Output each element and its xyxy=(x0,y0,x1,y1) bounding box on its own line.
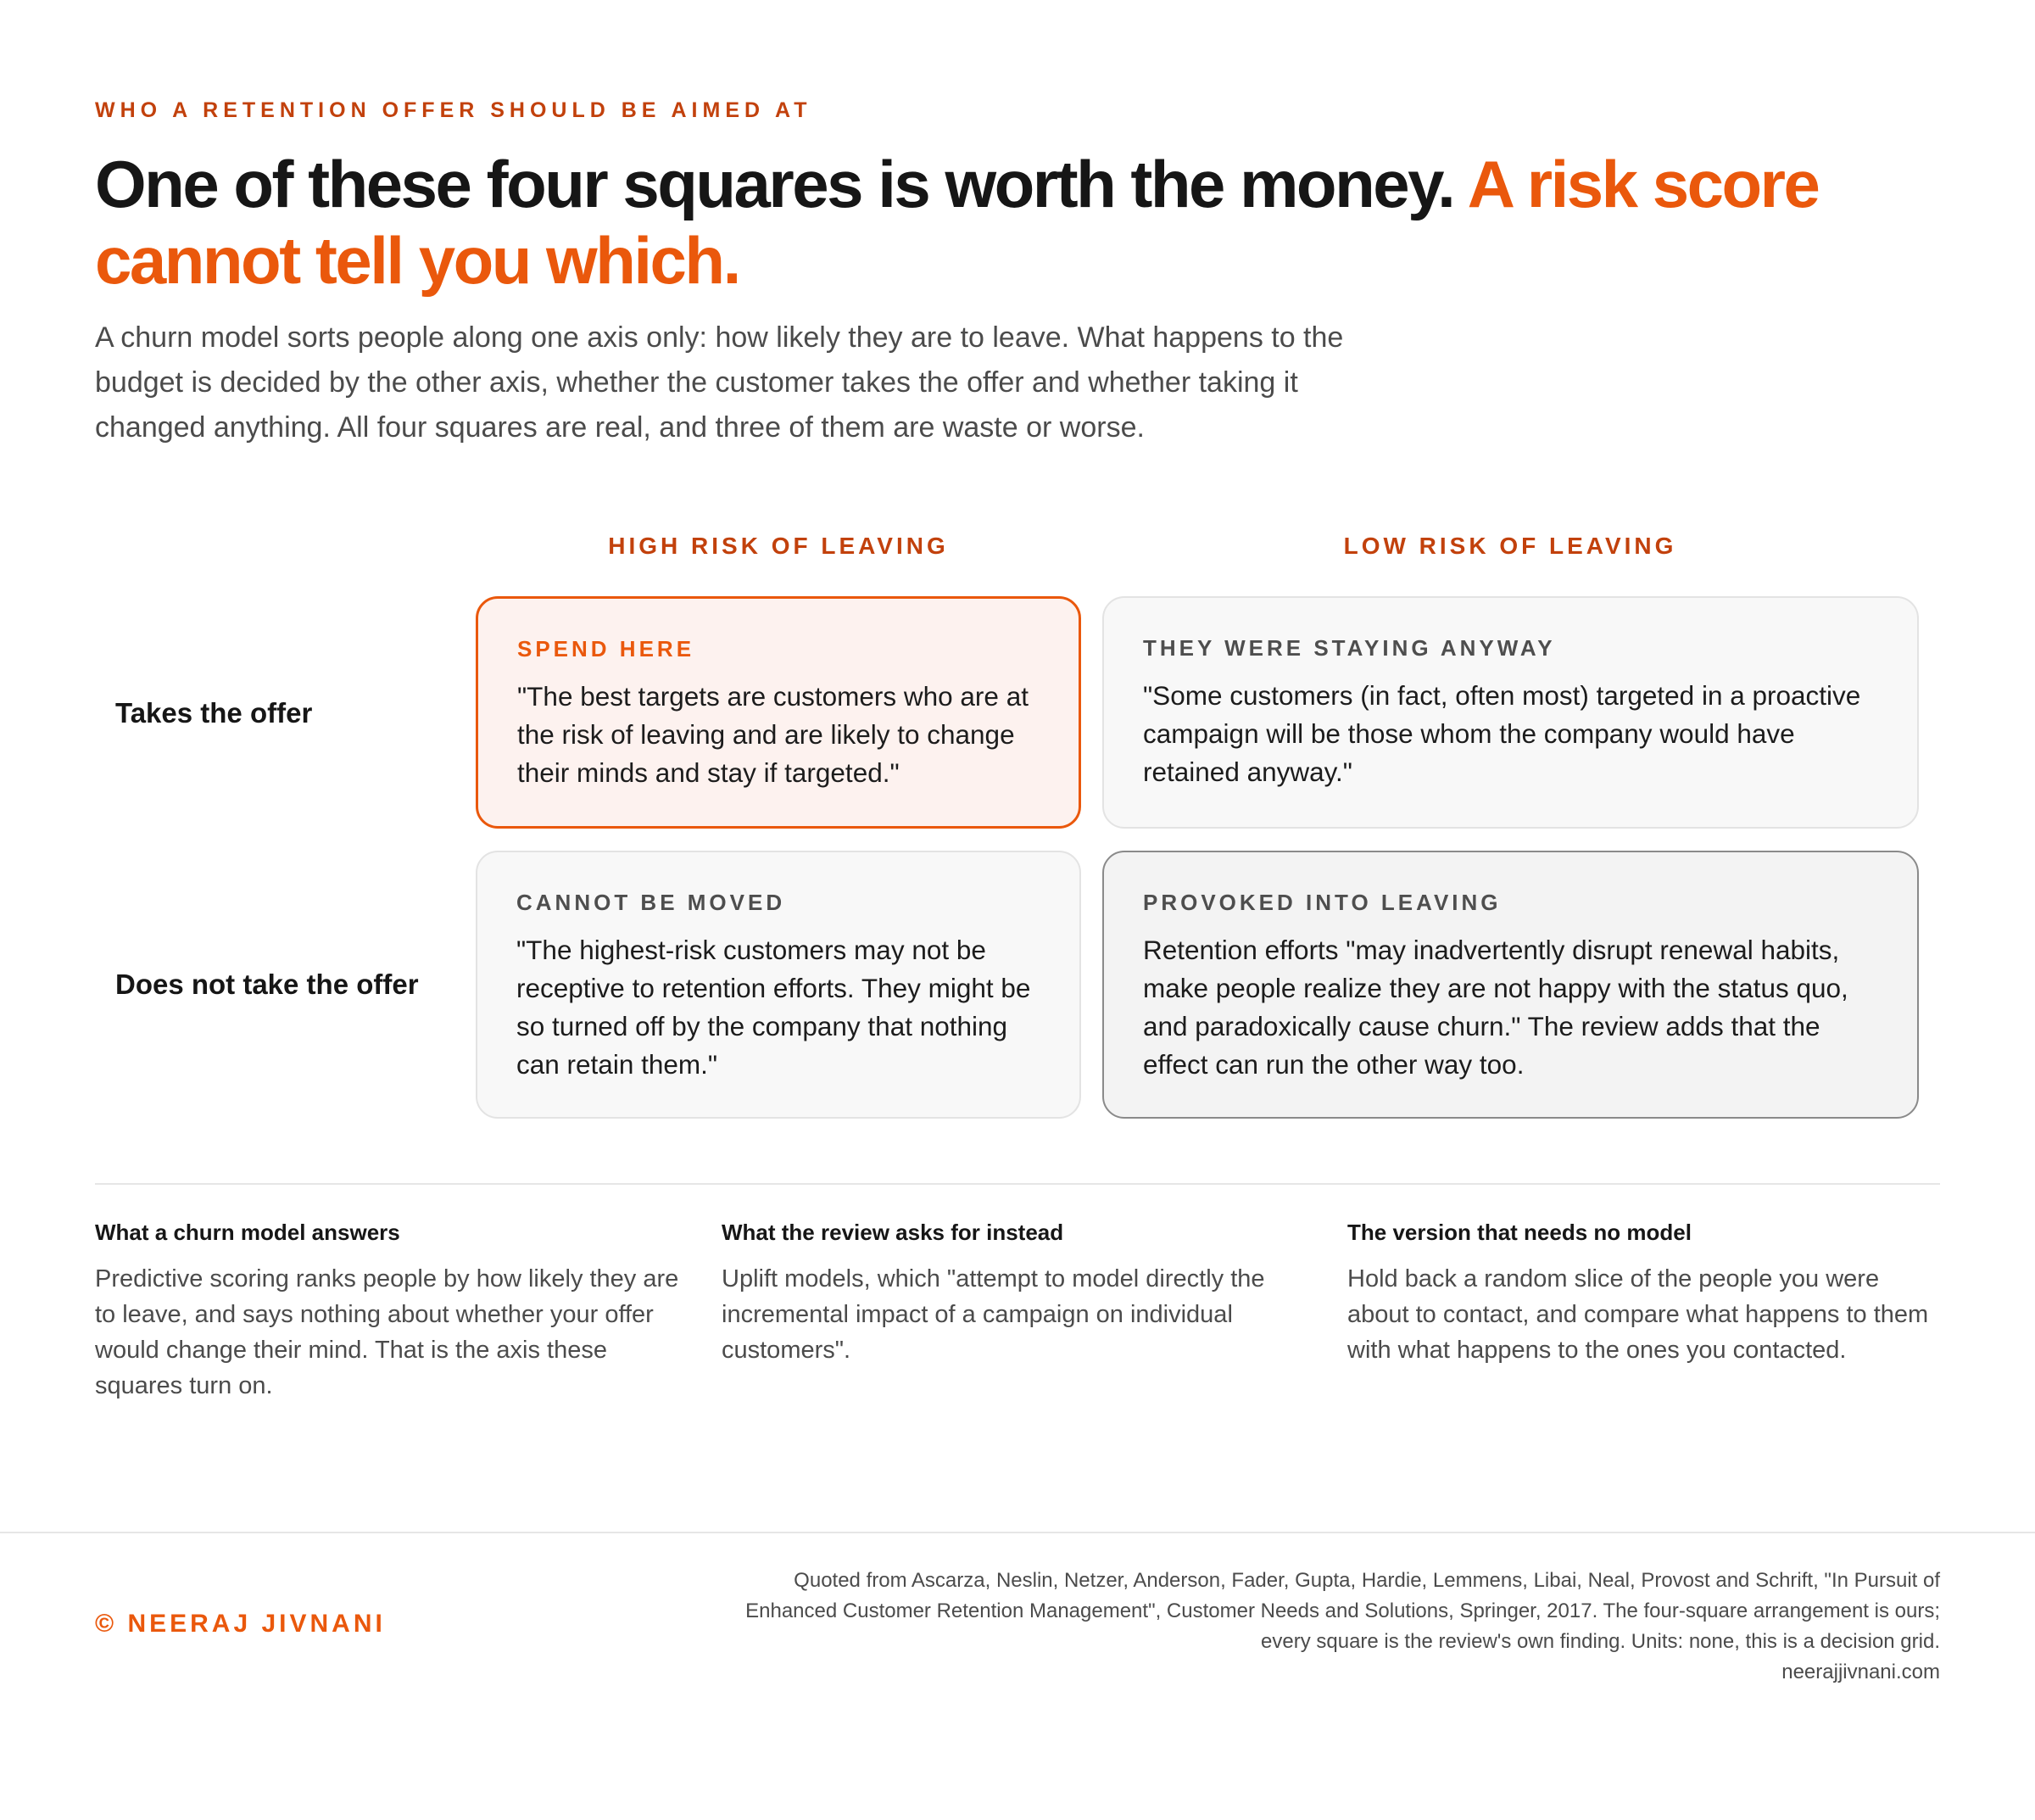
cell-tag: PROVOKED INTO LEAVING xyxy=(1143,890,1502,915)
cell-tag: THEY WERE STAYING ANYWAY xyxy=(1143,635,1556,661)
site-url: neerajjivnani.com xyxy=(1781,1661,1940,1683)
citation-text: Quoted from Ascarza, Neslin, Netzer, Anderson, Fader, Gupta, Hardie, Lemmens, Libai, Neal, Provost and Schrift, "In Pursuit of Enhanced Customer Retention Management", Customer Needs and Solutions, Springer, 2017. The four-square arrangement is ours; every square is the review's own finding. Units: none, this is a decision grid. xyxy=(745,1569,1940,1653)
cell-tag: CANNOT BE MOVED xyxy=(516,890,786,915)
headline-accent: A risk score cannot tell you which. xyxy=(95,147,1819,298)
cell-quote: "Some customers (in fact, often most) targeted in a proactive campaign will be those whom the company would have retained anyway." xyxy=(1143,680,1861,787)
cell-quote: "The best targets are customers who are at the risk of leaving and are likely to change their minds and stay if targeted." xyxy=(517,681,1029,788)
section-divider xyxy=(95,1183,1940,1185)
row-label-takes-offer: Takes the offer xyxy=(115,697,313,729)
lede: A churn model sorts people along one axis only: how likely they are to leave. What happens to the budget is decided by the other axis, whether the customer takes the offer and whether taking it changed anything. All four squares are real, and three of them are waste or worse. xyxy=(95,321,1344,444)
note-churn-model xyxy=(95,1220,680,1404)
note-title: What the review asks for instead xyxy=(722,1220,1064,1245)
row-label-does-not-take-offer: Does not take the offer xyxy=(115,969,419,1000)
cell-quote: "The highest-risk customers may not be receptive to retention efforts. They might be so turned off by the company that nothing can retain them." xyxy=(516,935,1031,1080)
headline-main: One of these four squares is worth the money. xyxy=(95,147,1454,221)
note-no-model xyxy=(1347,1220,1932,1368)
note-title: What a churn model answers xyxy=(95,1220,400,1245)
cell-staying-anyway xyxy=(1102,596,1919,829)
note-review-asks xyxy=(722,1220,1307,1368)
cell-cannot-be-moved xyxy=(476,851,1081,1119)
copyright-credit: © NEERAJ JIVNANI xyxy=(95,1610,386,1638)
cell-provoked-into-leaving xyxy=(1102,851,1919,1119)
note-body: Predictive scoring ranks people by how likely they are to leave, and says nothing about whether your offer would change their mind. That is the axis these squares turn on. xyxy=(95,1265,679,1399)
footer-divider xyxy=(0,1532,2035,1533)
headline xyxy=(95,146,1960,299)
cell-tag: SPEND HERE xyxy=(517,636,695,662)
note-title: The version that needs no model xyxy=(1347,1220,1692,1245)
cell-spend-here xyxy=(476,596,1081,829)
note-body: Uplift models, which "attempt to model directly the incremental impact of a campaign on individual customers". xyxy=(722,1265,1265,1364)
source-citation xyxy=(736,1566,1940,1688)
note-body: Hold back a random slice of the people you were about to contact, and compare what happens to them with what happens to the ones you contacted. xyxy=(1347,1265,1929,1364)
cell-quote: Retention efforts "may inadvertently disrupt renewal habits, make people realize they are not happy with the status quo, and paradoxically cause churn." The review adds that the effect can run the other way too. xyxy=(1143,935,1848,1080)
column-header-low-risk: LOW RISK OF LEAVING xyxy=(1343,533,1677,559)
kicker: WHO A RETENTION OFFER SHOULD BE AIMED AT xyxy=(95,98,812,122)
column-header-high-risk: HIGH RISK OF LEAVING xyxy=(608,533,949,559)
